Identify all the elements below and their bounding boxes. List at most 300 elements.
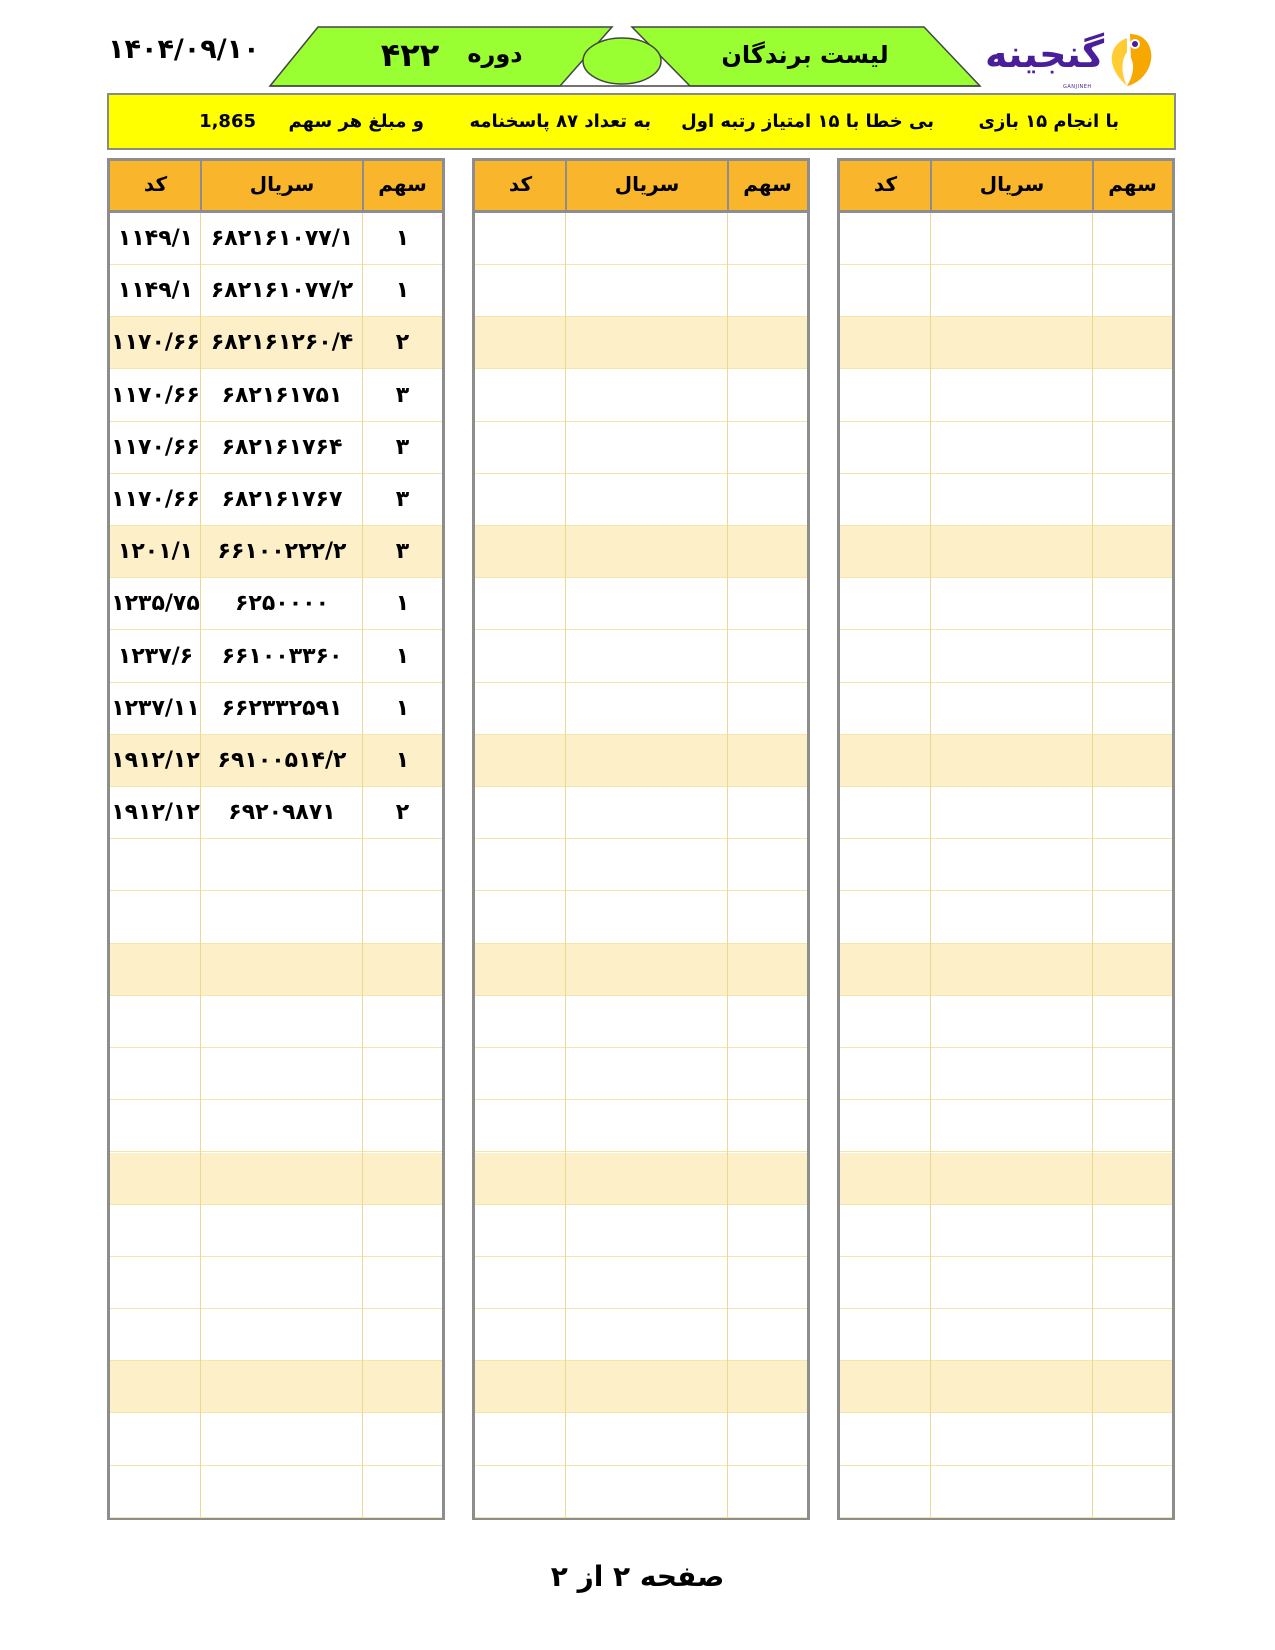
cell-code: ۱۲۰۱/۱ — [117, 539, 194, 565]
cell-serial — [566, 474, 728, 525]
cell-share — [363, 1205, 442, 1256]
cell-code — [840, 1466, 931, 1517]
cell-code — [475, 1205, 566, 1256]
table-row — [110, 1153, 442, 1205]
cell-code — [475, 370, 566, 421]
cell-code — [475, 683, 566, 734]
cell-serial — [931, 631, 1093, 682]
cell-serial — [931, 1205, 1093, 1256]
winners-table-3 — [837, 158, 1175, 1520]
cell-serial — [931, 1257, 1093, 1308]
column-header-share: سهم — [378, 172, 427, 196]
table-row — [110, 474, 442, 526]
cell-serial: ۶۲۵۰۰۰۰ — [235, 591, 329, 617]
cell-share — [728, 1466, 807, 1517]
cell-code — [840, 1309, 931, 1360]
table-row — [840, 996, 1172, 1048]
cell-code — [840, 1257, 931, 1308]
cell-code: ۱۱۴۹/۱ — [117, 226, 194, 251]
cell-serial — [566, 422, 728, 473]
cell-share: ۱ — [395, 226, 410, 251]
cell-code — [840, 1205, 931, 1256]
table-row — [840, 1205, 1172, 1257]
cell-serial — [566, 1048, 728, 1099]
cell-serial — [566, 631, 728, 682]
cell-code — [110, 1414, 201, 1465]
cell-serial — [201, 996, 363, 1047]
page-number: صفحه ۲ از ۲ — [550, 1560, 725, 1593]
table-row — [475, 1048, 807, 1100]
cell-serial — [566, 1414, 728, 1465]
table-row — [840, 578, 1172, 630]
cell-share — [1093, 1048, 1172, 1099]
cell-share: ۳ — [395, 487, 410, 512]
cell-code — [475, 1153, 566, 1204]
cell-serial — [566, 265, 728, 316]
column-header-serial: سریال — [249, 172, 315, 196]
table-row — [110, 213, 442, 265]
column-header-code: کد — [873, 172, 898, 196]
table-row — [475, 213, 807, 265]
cell-share — [728, 1048, 807, 1099]
cell-serial — [566, 578, 728, 629]
cell-code: ۱۱۴۹/۱ — [117, 278, 194, 304]
table-row — [110, 735, 442, 787]
column-header-share: سهم — [743, 172, 792, 196]
table-row — [475, 1309, 807, 1361]
cell-code — [475, 1361, 566, 1412]
table-row — [840, 1100, 1172, 1152]
table-row — [475, 996, 807, 1048]
cell-code — [110, 1100, 201, 1151]
cell-code — [110, 1205, 201, 1256]
cell-code — [475, 944, 566, 995]
cell-share — [363, 1414, 442, 1465]
course-number: ۴۲۲ — [380, 36, 440, 74]
table-row — [110, 370, 442, 422]
cell-serial: ۶۸۲۱۶۱۷۵۱ — [221, 382, 343, 408]
cell-serial — [566, 1153, 728, 1204]
cell-share — [1093, 839, 1172, 890]
cell-share — [363, 1309, 442, 1360]
cell-share: ۱ — [395, 591, 410, 617]
table-row — [475, 944, 807, 996]
table-row — [840, 213, 1172, 265]
cell-serial — [566, 1309, 728, 1360]
cell-share: ۳ — [395, 434, 410, 460]
cell-share — [1093, 683, 1172, 734]
cell-serial — [931, 1153, 1093, 1204]
info-games: با انجام ۱۵ بازی — [978, 111, 1119, 132]
cell-code — [840, 839, 931, 890]
cell-serial — [566, 839, 728, 890]
cell-serial — [566, 370, 728, 421]
cell-serial — [931, 839, 1093, 890]
cell-code — [475, 735, 566, 786]
table-row — [475, 370, 807, 422]
cell-share — [728, 944, 807, 995]
cell-share — [1093, 1100, 1172, 1151]
cell-code — [110, 892, 201, 943]
table-row — [110, 944, 442, 996]
cell-code — [110, 1153, 201, 1204]
table-row — [475, 317, 807, 369]
cell-serial — [931, 213, 1093, 264]
table-row — [840, 1414, 1172, 1466]
cell-serial — [566, 1100, 728, 1151]
cell-share — [1093, 1309, 1172, 1360]
cell-share — [1093, 996, 1172, 1047]
cell-serial — [931, 1100, 1093, 1151]
cell-share — [728, 735, 807, 786]
cell-share: ۱ — [395, 643, 410, 669]
table-row — [110, 1205, 442, 1257]
column-header-serial: سریال — [979, 172, 1045, 196]
table-row — [110, 1414, 442, 1466]
cell-code — [475, 892, 566, 943]
cell-code — [840, 1100, 931, 1151]
table-row — [110, 265, 442, 317]
cell-code — [475, 213, 566, 264]
cell-code — [475, 1414, 566, 1465]
cell-code: ۱۲۳۷/۶ — [117, 643, 194, 669]
cell-share — [728, 787, 807, 838]
column-header-serial: سریال — [614, 172, 680, 196]
cell-share — [363, 1100, 442, 1151]
table-row — [840, 1309, 1172, 1361]
cell-serial: ۶۸۲۱۶۱۲۶۰/۴ — [210, 330, 354, 356]
cell-share — [728, 631, 807, 682]
table-row — [110, 1048, 442, 1100]
cell-share — [363, 1466, 442, 1517]
cell-share — [363, 892, 442, 943]
cell-serial — [931, 683, 1093, 734]
cell-code — [475, 631, 566, 682]
table-row — [110, 422, 442, 474]
cell-code: ۱۱۷۰/۶۶ — [111, 487, 200, 512]
cell-serial — [201, 1048, 363, 1099]
logo-text: گنجینه — [985, 32, 1105, 76]
table-row — [840, 474, 1172, 526]
table-row — [840, 370, 1172, 422]
cell-code: ۱۱۷۰/۶۶ — [111, 434, 200, 460]
cell-share — [1093, 735, 1172, 786]
cell-code — [840, 631, 931, 682]
cell-serial — [931, 735, 1093, 786]
column-header-code: کد — [508, 172, 533, 196]
cell-serial: ۶۹۱۰۰۵۱۴/۲ — [217, 748, 347, 773]
cell-code — [475, 839, 566, 890]
table-row — [475, 578, 807, 630]
cell-serial — [931, 1414, 1093, 1465]
cell-share — [1093, 631, 1172, 682]
date: ۱۴۰۴/۰۹/۱۰ — [108, 34, 260, 65]
table-header — [840, 161, 1172, 213]
cell-share — [728, 474, 807, 525]
cell-share: ۲ — [395, 800, 410, 826]
cell-serial — [931, 1309, 1093, 1360]
table-row — [840, 317, 1172, 369]
table-row — [840, 1361, 1172, 1413]
cell-serial — [931, 422, 1093, 473]
info-strip — [107, 93, 1176, 150]
cell-code — [475, 474, 566, 525]
cell-serial — [931, 317, 1093, 368]
table-header — [110, 161, 442, 213]
cell-serial — [566, 1257, 728, 1308]
cell-serial — [201, 1309, 363, 1360]
table-row — [475, 1257, 807, 1309]
table-row — [110, 1466, 442, 1518]
table-row — [840, 631, 1172, 683]
cell-share — [728, 370, 807, 421]
table-row — [475, 787, 807, 839]
cell-code — [110, 1048, 201, 1099]
table-row — [110, 1361, 442, 1413]
table-row — [475, 1205, 807, 1257]
cell-serial — [566, 317, 728, 368]
cell-share — [1093, 422, 1172, 473]
table-row — [110, 787, 442, 839]
cell-serial — [201, 1466, 363, 1517]
cell-serial — [931, 265, 1093, 316]
cell-share — [1093, 1153, 1172, 1204]
cell-code — [840, 422, 931, 473]
table-row — [840, 1257, 1172, 1309]
table-row — [840, 422, 1172, 474]
cell-code — [840, 213, 931, 264]
cell-share — [728, 526, 807, 577]
cell-share — [728, 683, 807, 734]
cell-share — [728, 213, 807, 264]
table-header — [475, 161, 807, 213]
table-row — [110, 683, 442, 735]
table-row — [840, 839, 1172, 891]
course-label: دوره — [467, 40, 523, 68]
cell-serial — [931, 1466, 1093, 1517]
cell-share — [363, 839, 442, 890]
cell-share — [363, 1048, 442, 1099]
info-amount-label: و مبلغ هر سهم — [288, 111, 424, 132]
cell-share — [1093, 787, 1172, 838]
cell-serial: ۶۸۲۱۶۱۷۶۷ — [221, 487, 343, 512]
cell-serial — [566, 735, 728, 786]
table-row — [475, 839, 807, 891]
cell-share — [728, 1257, 807, 1308]
table-row — [475, 1100, 807, 1152]
table-row — [475, 1153, 807, 1205]
column-header-share: سهم — [1108, 172, 1157, 196]
cell-share — [363, 1153, 442, 1204]
cell-code: ۱۹۱۲/۱۲ — [111, 800, 200, 826]
cell-share — [728, 578, 807, 629]
cell-share — [728, 1361, 807, 1412]
list-title: لیست برندگان — [721, 41, 889, 69]
cell-code — [840, 944, 931, 995]
cell-code — [475, 1048, 566, 1099]
cell-share — [728, 1414, 807, 1465]
cell-code — [475, 1466, 566, 1517]
cell-code — [840, 683, 931, 734]
cell-share — [1093, 1466, 1172, 1517]
cell-serial — [566, 944, 728, 995]
cell-serial — [566, 996, 728, 1047]
info-count: به تعداد ۸۷ پاسخنامه — [469, 111, 651, 132]
table-row — [840, 683, 1172, 735]
cell-share — [363, 944, 442, 995]
cell-share — [728, 839, 807, 890]
cell-code — [110, 839, 201, 890]
table-row — [840, 944, 1172, 996]
cell-share — [363, 996, 442, 1047]
cell-share — [728, 1153, 807, 1204]
cell-serial — [931, 370, 1093, 421]
cell-code: ۱۱۷۰/۶۶ — [111, 330, 200, 356]
cell-serial — [566, 1205, 728, 1256]
cell-share — [1093, 892, 1172, 943]
cell-code — [840, 578, 931, 629]
cell-code — [840, 787, 931, 838]
cell-code: ۱۹۱۲/۱۲ — [111, 748, 200, 773]
cell-code — [110, 1361, 201, 1412]
cell-code: ۱۲۳۵/۷۵ — [111, 591, 200, 617]
cell-code — [475, 422, 566, 473]
table-row — [840, 526, 1172, 578]
cell-share — [363, 1257, 442, 1308]
cell-code — [840, 265, 931, 316]
cell-serial: ۶۸۲۱۶۱۰۷۷/۲ — [210, 278, 354, 304]
cell-serial — [931, 787, 1093, 838]
cell-share — [1093, 944, 1172, 995]
cell-code — [475, 526, 566, 577]
table-row — [475, 422, 807, 474]
table-row — [475, 735, 807, 787]
cell-serial — [201, 1257, 363, 1308]
table-row — [840, 735, 1172, 787]
info-rank: بی خطا با ۱۵ امتیاز رتبه اول — [681, 111, 934, 132]
cell-share — [1093, 265, 1172, 316]
cell-serial: ۶۶۲۳۳۲۵۹۱ — [221, 695, 343, 721]
cell-code — [110, 1466, 201, 1517]
logo-mark-icon — [1105, 30, 1155, 88]
cell-share — [1093, 1361, 1172, 1412]
cell-code — [475, 1100, 566, 1151]
cell-serial — [931, 474, 1093, 525]
cell-share — [728, 1205, 807, 1256]
cell-share — [1093, 1257, 1172, 1308]
cell-serial — [931, 996, 1093, 1047]
cell-share — [1093, 474, 1172, 525]
table-row — [110, 1100, 442, 1152]
cell-code — [475, 996, 566, 1047]
table-row — [475, 474, 807, 526]
table-row — [110, 996, 442, 1048]
cell-code — [840, 474, 931, 525]
cell-serial — [566, 1466, 728, 1517]
table-row — [110, 892, 442, 944]
cell-serial — [931, 892, 1093, 943]
cell-code — [840, 526, 931, 577]
cell-code — [840, 317, 931, 368]
cell-serial: ۶۶۱۰۰۳۳۶۰ — [221, 643, 343, 669]
table-row — [840, 265, 1172, 317]
cell-serial: ۶۹۲۰۹۸۷۱ — [228, 800, 336, 826]
cell-code — [475, 1309, 566, 1360]
table-row — [475, 631, 807, 683]
table-row — [475, 526, 807, 578]
cell-code — [475, 317, 566, 368]
table-row — [475, 1361, 807, 1413]
cell-code — [840, 892, 931, 943]
cell-serial — [931, 1361, 1093, 1412]
cell-share — [1093, 526, 1172, 577]
table-row — [110, 1309, 442, 1361]
cell-serial — [201, 1205, 363, 1256]
info-amount-value: 1,865 — [199, 111, 256, 132]
cell-share: ۱ — [395, 748, 410, 773]
cell-serial — [931, 526, 1093, 577]
table-row — [840, 787, 1172, 839]
cell-serial — [931, 944, 1093, 995]
cell-code — [840, 735, 931, 786]
cell-serial — [201, 839, 363, 890]
cell-serial: ۶۸۲۱۶۱۰۷۷/۱ — [210, 226, 354, 251]
cell-share — [1093, 370, 1172, 421]
cell-share: ۱ — [395, 695, 410, 721]
cell-share: ۳ — [395, 539, 410, 565]
cell-serial — [201, 1414, 363, 1465]
cell-code — [840, 1048, 931, 1099]
table-row — [840, 1153, 1172, 1205]
cell-code — [475, 787, 566, 838]
cell-serial — [201, 892, 363, 943]
table-row — [475, 892, 807, 944]
table-row — [475, 265, 807, 317]
cell-share — [1093, 213, 1172, 264]
cell-serial — [566, 787, 728, 838]
cell-share — [728, 317, 807, 368]
cell-share: ۲ — [395, 330, 410, 356]
cell-share — [1093, 1205, 1172, 1256]
cell-share — [1093, 578, 1172, 629]
cell-code — [840, 1153, 931, 1204]
cell-serial — [201, 944, 363, 995]
cell-serial — [566, 892, 728, 943]
cell-share — [728, 1100, 807, 1151]
cell-share: ۳ — [395, 382, 410, 408]
logo-subtext: GANJINEH — [1063, 84, 1092, 90]
table-row — [110, 578, 442, 630]
cell-share — [1093, 317, 1172, 368]
cell-code — [475, 578, 566, 629]
cell-serial — [201, 1153, 363, 1204]
table-row — [110, 526, 442, 578]
cell-code: ۱۲۳۷/۱۱ — [111, 695, 200, 721]
cell-share: ۱ — [395, 278, 410, 304]
cell-share — [728, 1309, 807, 1360]
cell-serial — [566, 213, 728, 264]
cell-serial — [566, 526, 728, 577]
cell-code — [840, 1361, 931, 1412]
table-row — [110, 1257, 442, 1309]
table-row — [475, 1466, 807, 1518]
cell-serial: ۶۸۲۱۶۱۷۶۴ — [221, 434, 343, 460]
cell-serial — [566, 1361, 728, 1412]
cell-serial — [201, 1361, 363, 1412]
cell-share — [728, 892, 807, 943]
table-row — [110, 631, 442, 683]
winners-table-2 — [472, 158, 810, 1520]
